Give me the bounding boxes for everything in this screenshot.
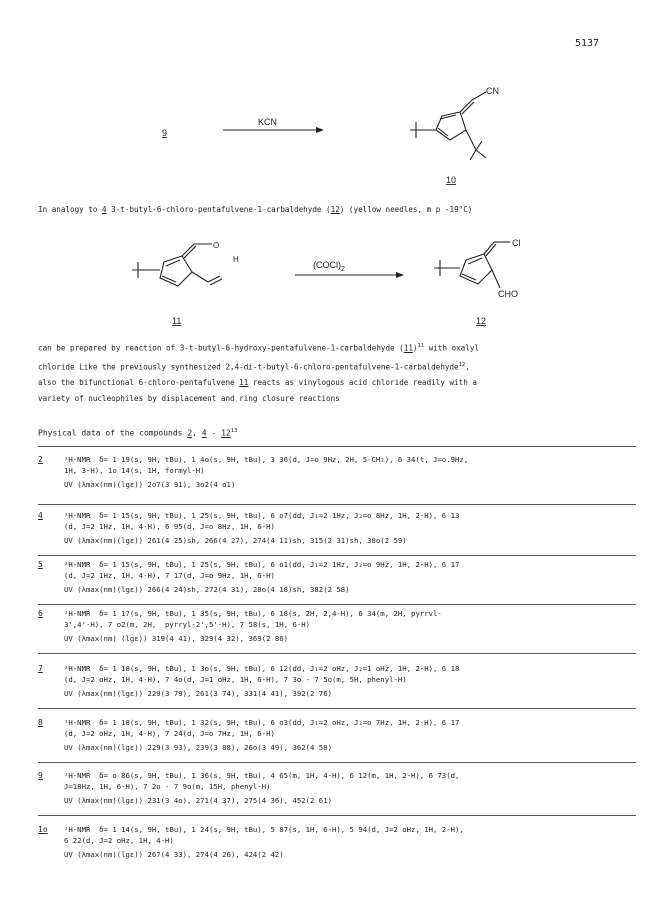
compound-number: 5 [38,560,43,569]
nmr-line: J=18Hz, 1H, 6-H), 7 2o - 7 9o(m, 15H, phenyl-H) [64,781,271,791]
compound-11-structure [132,244,222,286]
compound-number: 8 [38,718,43,727]
uv-line: UV (λmax(nm)(lgε)) 261(4 25)sh, 266(4 27), 274(4 11)sh, 315(2 31)sh, 38o(2 59) [64,536,407,545]
uv-line: UV (λmax(nm)(lgε)) 229(3 79), 261(3 74), 331(4 41), 392(2 76) [64,689,332,698]
compound-number: 6 [38,609,43,618]
page-number: 5137 [575,38,600,49]
scheme2-chloro-group: Cl [512,238,521,248]
entry-divider [38,708,636,709]
uv-line: UV (λmax(nm)(lgε)) 2o7(3 91), 3o2(4 o1) [64,480,236,489]
nmr-line: ¹H-NMR δ= 1 18(s, 9H, tBu), 1 3o(s, 9H, tBu), 6 12(dd, J₁=2 oHz, J₂=1 oHz, 1H, 2-H), 6 18 [64,664,460,673]
nmr-line: (d, J=2 1Hz, 1H, 4-H), 6 95(d, J=o 8Hz, 1H, 6-H) [64,521,275,531]
nmr-line: 1H, 3-H), 1o 14(s, 1H, formyl-H) [64,465,205,475]
scheme1-reagent: KCN [258,117,278,127]
entry-divider [38,604,636,605]
compound-number: 7 [38,664,43,673]
uv-line: UV (λmax(nm) (lgε)) 319(4 41), 329(4 32), 369(2 86) [64,634,289,643]
scheme2-reagent: $(COCl)_2$ [313,260,345,273]
entry-divider [38,555,636,556]
scheme1-product-group: CN [486,86,499,96]
nmr-line: ¹H-NMR δ= o 86(s, 9H, tBu), 1 36(s, 9H, tBu), 4 65(m, 1H, 4-H), 6 12(m, 1H, 2-H), 6 73(d, [64,771,460,780]
scheme2-product-label: 12 [476,316,487,326]
nmr-line: ¹H-NMR δ= 1 17(s, 9H, tBu), 1 35(s, 9H, tBu), 6 18(s, 2H, 2,4-H), 6 34(m, 2H, pyrrvl- [64,609,442,618]
nmr-line: ¹H-NMR δ= 1 19(s, 9H, tBu), 1 4o(s, 9H, tBu), 3 36(d, J=o 9Hz, 2H, 5-CH₂), 6 34(t, J=o.9Hz, [64,455,469,464]
compound-number: 9 [38,771,43,780]
nmr-line: 3',4'-H), 7 o2(m, 2H, pyrryl-2',5'-H), 7 58(s, 1H, 6-H) [64,619,311,629]
entry-divider [38,815,636,816]
intro-paragraph: In analogy to 4 3-t-butyl-6-chloro-pentafulvene-1-carbaldehyde (12) (yellow needles, m p -19°C) [38,205,473,214]
compound-number: 4 [38,511,43,520]
compound-10-structure [410,92,486,160]
entry-divider [38,504,636,505]
uv-line: UV (λmax(nm)(lgε)) 229(3 93), 239(3 88), 26o(3 49), 362(4 58) [64,743,332,752]
physical-data-heading: Physical data of the compounds 2, $4 - 12^{13}$ [38,428,238,438]
uv-line: UV (λmax(nm)(lgε)) 231(3 4o), 271(4 37), 275(4 36), 452(2 61) [64,796,332,805]
nmr-line: ¹H-NMR δ= 1 14(s, 9H, tBu), 1 24(s, 9H, tBu), 5 87(s, 1H, 6-H), 5 94(d, J=2 oHz, 1H, 2-H), [64,825,464,834]
compound-12-structure [434,242,510,288]
compound-number: 1o [38,825,48,834]
uv-line: UV (λmax(nm)(lgε)) 266(4 24)sh, 272(4 31), 28o(4 18)sh, 382(2 58) [64,585,350,594]
nmr-line: (d, J=2 oHz, 1H, 4-H), 7 24(d, J=o 7Hz, 1H, 6-H) [64,728,275,738]
scheme1-arrowhead [316,127,324,133]
nmr-line: ¹H-NMR δ= 1 15(s, 9H, tBu), 1 25(s, 9H, tBu), 6 o1(dd, J₁=2 1Hz, J₂=o 9Hz, 1H, 2-H), 6 17 [64,560,460,569]
scheme2-arrowhead [396,272,404,278]
compound-number: 2 [38,455,43,464]
scheme2-reactant-label: 11 [172,316,182,326]
nmr-line: (d, J=2 oHz, 1H, 4-H), 7 4o(d, J=1 oHz, 1H, 6-H), 7 3o - 7 5o(m, 5H, phenyl-H) [64,674,407,684]
nmr-line: (d, J=2 1Hz, 1H, 4-H), 7 17(d, J=o 9Hz, 1H, 6-H) [64,570,275,580]
scheme1-reactant-label: 9 [162,128,168,138]
scheme2-hydroxy-h: H [233,255,239,264]
scheme2-hydroxy-o: O [213,241,220,250]
nmr-line: ¹H-NMR δ= 1 15(s, 9H, tBu), 1 25(s, 9H, tBu), 6 o7(dd, J₁=2 1Hz, J₂=o 8Hz, 1H, 2-H), 6 13 [64,511,460,520]
uv-line: UV (λmax(nm)(lgε)) 267(4 33), 274(4 26), 424(2 42) [64,850,284,859]
nmr-line: 6 22(d, J=2 oHz, 1H, 4-H) [64,835,174,845]
entry-divider [38,653,636,654]
synthesis-paragraph: can be prepared by reaction of 3-t-butyl-6-hydroxy-pentafulvene-1-carbaldehyde $(11)^{11}$ with oxalyl chloride Like the previously synthesized 2,4-di-t-butyl-6-chloro-pentafulvene-1-carbaldehyde$^{12}$, also the bifunctional 6-chloro-pentafulvene 11 reacts as vinylogous acid chloride readily with a variety of nucleophiles by displacement and ring closure reactions [38,343,479,404]
section-divider [38,446,636,447]
nmr-line: ¹H-NMR δ= 1 18(s, 9H, tBu), 1 32(s, 9H, tBu), 6 o3(dd, J₁=2 oHz, J₂=o 7Hz, 1H, 2-H), 6 17 [64,718,460,727]
entry-divider [38,762,636,763]
scheme2-aldehyde-group: CHO [498,289,518,299]
scheme1-product-label: 10 [446,175,457,185]
